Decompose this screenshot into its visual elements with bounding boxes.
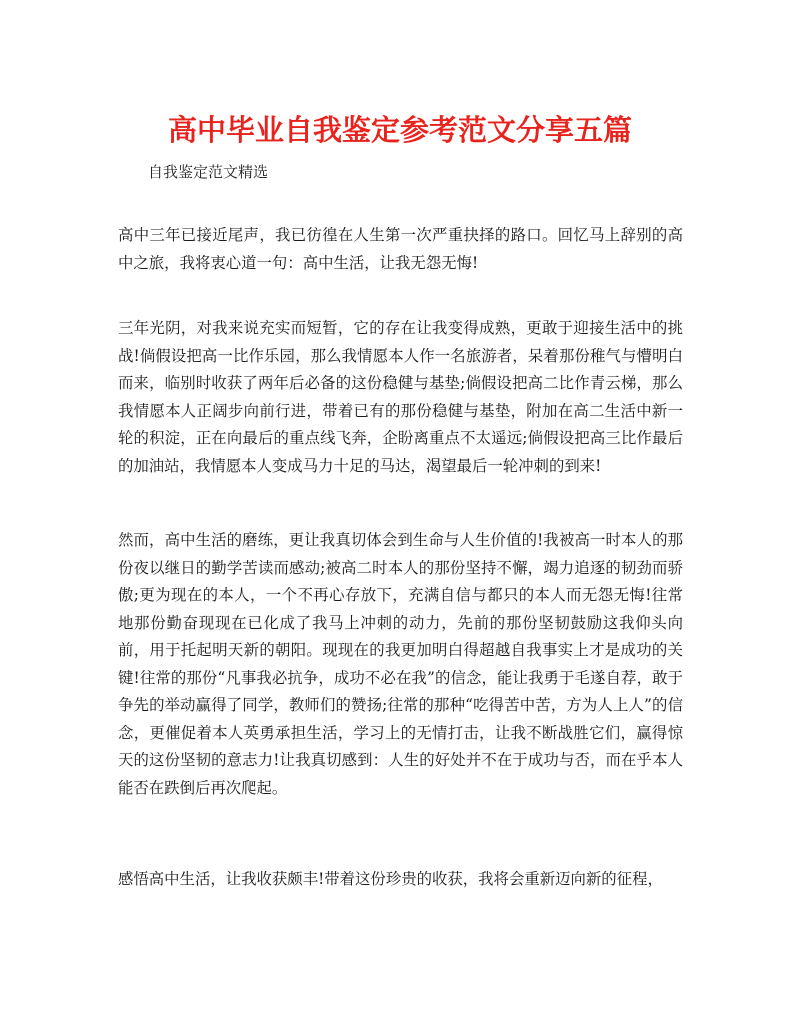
paragraph-2: 三年光阴，对我来说充实而短暂，它的存在让我变得成熟，更敢于迎接生活中的挑战!倘假设把高一比作乐园，那么我情愿本人作一名旅游者，呆着那份稚气与懵明白而来，临别时收获了两年后必备的这份稳健与基垫;倘假设把高二比作青云梯，那么我情愿本人正阔步向前行进，带着已有的那份稳健与基垫，附加在高二生活中新一轮的积淀，正在向最后的重点线飞奔，企盼离重点不太遥远;倘假设把高三比作最后的加油站，我情愿本人变成马力十足的马达，渴望最后一轮冲刺的到来! [118, 319, 683, 475]
paragraph-3: 然而，高中生活的磨练，更让我真切体会到生命与人生价值的!我被高一时本人的那份夜以继日的勤学苦读而感动;被高二时本人的那份坚持不懈，竭力追逐的韧劲而骄傲;更为现在的本人，一个不再心存放下，充满自信与都只的本人而无怨无悔!往常地那份勤奋现现在已化成了我马上冲刺的动力，先前的那份坚韧鼓励这我仰头向前，用于托起明天新的朝阳。现现在的我更加明白得超越自我事实上才是成功的关键!往常的那份“凡事我必抗争，成功不必在我”的信念，能让我勇于毛遂自荐，敢于争先的举动赢得了同学，教师们的赞扬;往常的那种“吃得苦中苦，方为人上人”的信念，更催促着本人英勇承担生活，学习上的无情打击，让我不断战胜它们，赢得惊天的这份坚韧的意志力!让我真切感到：人生的好处并不在于成功与否，而在乎本人能否在跌倒后再次爬起。 [118, 531, 683, 797]
document-title: 高中毕业自我鉴定参考范文分享五篇 [167, 113, 632, 147]
paragraph-1: 高中三年已接近尾声，我已彷徨在人生第一次严重抉择的路口。回忆马上辞别的高中之旅，我将衷心道一句：高中生活，让我无怨无悔! [118, 226, 683, 272]
document-subtitle: 自我鉴定范文精选 [148, 163, 269, 181]
paragraph-4: 感悟高中生活，让我收获颇丰!带着这份珍贵的收获，我将会重新迈向新的征程， [118, 870, 663, 888]
